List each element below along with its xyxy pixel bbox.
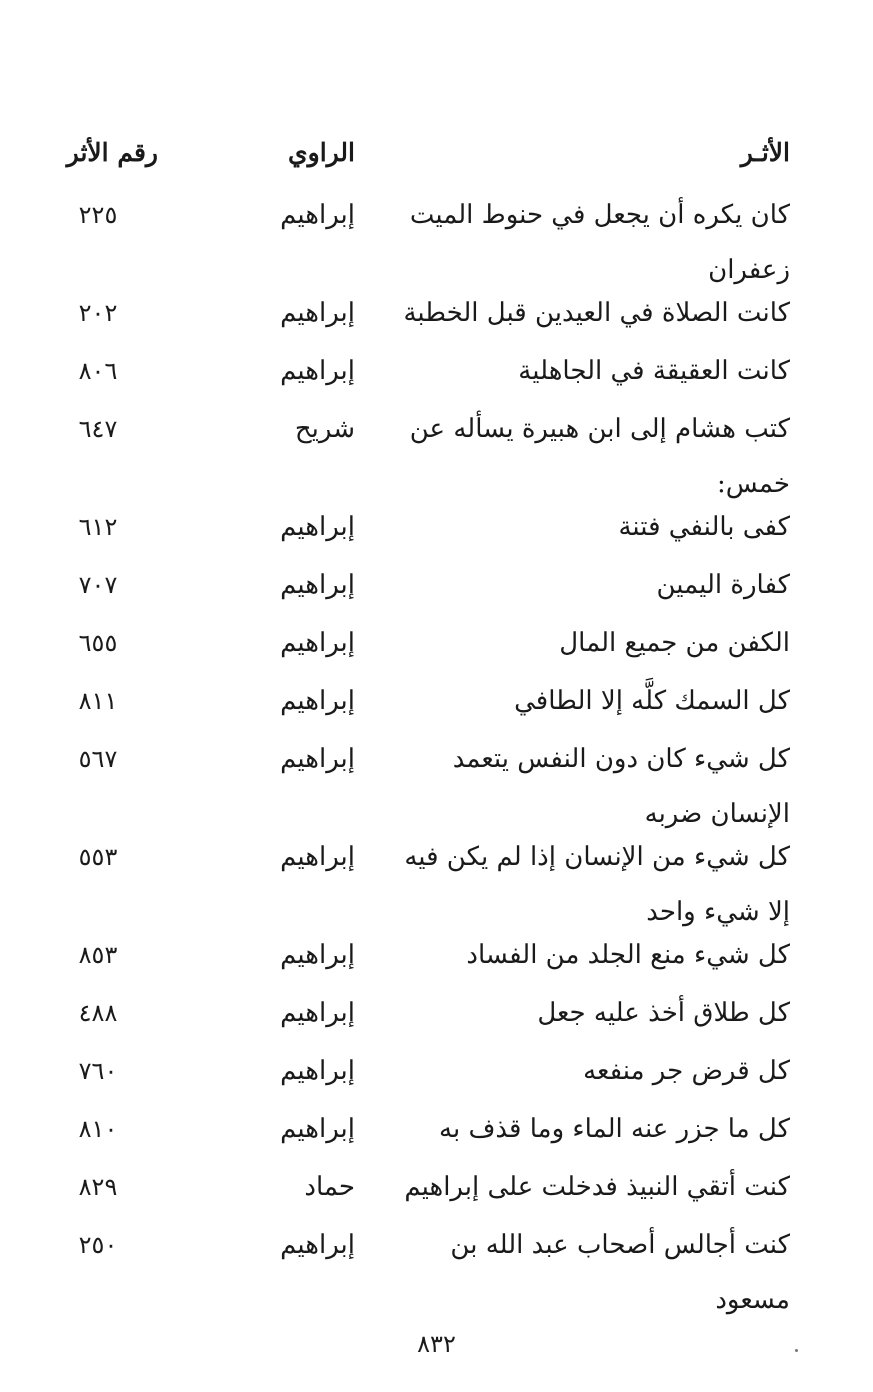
- rawi-name: شريح: [294, 414, 355, 444]
- athar-text: كانت العقيقة في الجاهلية: [518, 356, 790, 386]
- athar-number: ٨١٠: [78, 1115, 118, 1143]
- athar-text: كل شيء منع الجلد من الفساد: [466, 940, 790, 970]
- table-row: [0, 616, 873, 674]
- rawi-name: إبراهيم: [280, 356, 355, 386]
- table-row: [0, 1044, 873, 1102]
- athar-number: ٨٥٣: [78, 941, 118, 969]
- scan-speck: [795, 1349, 798, 1352]
- athar-text: كل شيء كان دون النفس يتعمد الإنسان ضربه: [452, 744, 790, 829]
- rawi-name: إبراهيم: [280, 842, 355, 872]
- page-number: ٨٣٢: [417, 1330, 456, 1358]
- header-athar: الأثـر: [740, 138, 790, 167]
- entries-table: [0, 188, 873, 1315]
- table-row: [0, 558, 873, 616]
- rawi-name: إبراهيم: [280, 512, 355, 542]
- rawi-name: إبراهيم: [280, 1056, 355, 1086]
- athar-number: ٥٦٧: [78, 745, 118, 773]
- table-row: [0, 402, 873, 500]
- rawi-name: إبراهيم: [280, 940, 355, 970]
- athar-number: ٦٥٥: [78, 629, 118, 657]
- athar-text: كان يكره أن يجعل في حنوط الميت زعفران: [409, 200, 790, 285]
- table-row: [0, 1102, 873, 1160]
- athar-text: كانت الصلاة في العيدين قبل الخطبة: [403, 298, 790, 328]
- table-row: [0, 928, 873, 986]
- athar-number: ٨٢٩: [78, 1173, 118, 1201]
- athar-number: ٥٥٣: [78, 843, 118, 871]
- athar-number: ٢٠٢: [78, 299, 118, 327]
- rawi-name: إبراهيم: [280, 998, 355, 1028]
- athar-text: كنت أجالس أصحاب عبد الله بن مسعود: [450, 1230, 790, 1315]
- athar-text: الكفن من جميع المال: [559, 628, 790, 658]
- table-row: [0, 732, 873, 830]
- athar-number: ٧٠٧: [78, 571, 118, 599]
- athar-text: كل ما جزر عنه الماء وما قذف به: [439, 1114, 790, 1144]
- rawi-name: إبراهيم: [280, 200, 355, 230]
- athar-text: كنت أتقي النبيذ فدخلت على إبراهيم: [404, 1172, 790, 1202]
- athar-text: كتب هشام إلى ابن هبيرة يسأله عن خمس:: [409, 414, 790, 499]
- table-row: [0, 344, 873, 402]
- header-rawi: الراوي: [288, 138, 355, 167]
- athar-text: كل السمك كلَّه إلا الطافي: [514, 686, 790, 716]
- rawi-name: إبراهيم: [280, 628, 355, 658]
- rawi-name: إبراهيم: [280, 744, 355, 774]
- athar-number: ٢٢٥: [78, 201, 118, 229]
- rawi-name: حماد: [304, 1172, 355, 1202]
- athar-text: كفارة اليمين: [656, 570, 790, 600]
- athar-text: كل طلاق أخذ عليه جعل: [537, 998, 790, 1028]
- athar-number: ٧٦٠: [78, 1057, 118, 1085]
- athar-number: ٦٤٧: [78, 415, 118, 443]
- athar-number: ٤٨٨: [78, 999, 118, 1027]
- table-row: [0, 986, 873, 1044]
- rawi-name: إبراهيم: [280, 686, 355, 716]
- table-row: [0, 830, 873, 928]
- athar-number: ٢٥٠: [78, 1231, 118, 1259]
- rawi-name: إبراهيم: [280, 1230, 355, 1260]
- table-row: [0, 286, 873, 344]
- rawi-name: إبراهيم: [280, 1114, 355, 1144]
- table-row: [0, 188, 873, 286]
- athar-text: كل قرض جر منفعه: [583, 1056, 790, 1086]
- athar-text: كفى بالنفي فتنة: [618, 512, 790, 542]
- athar-text: كل شيء من الإنسان إذا لم يكن فيه إلا شيء واحد: [404, 842, 790, 927]
- table-row: [0, 1218, 873, 1315]
- athar-number: ٨٠٦: [78, 357, 118, 385]
- athar-number: ٦١٢: [78, 513, 118, 541]
- table-row: [0, 500, 873, 558]
- header-number: رقم الأثر: [66, 138, 158, 167]
- rawi-name: إبراهيم: [280, 298, 355, 328]
- table-row: [0, 1160, 873, 1218]
- table-header: [0, 138, 873, 178]
- table-row: [0, 674, 873, 732]
- rawi-name: إبراهيم: [280, 570, 355, 600]
- athar-number: ٨١١: [78, 687, 118, 715]
